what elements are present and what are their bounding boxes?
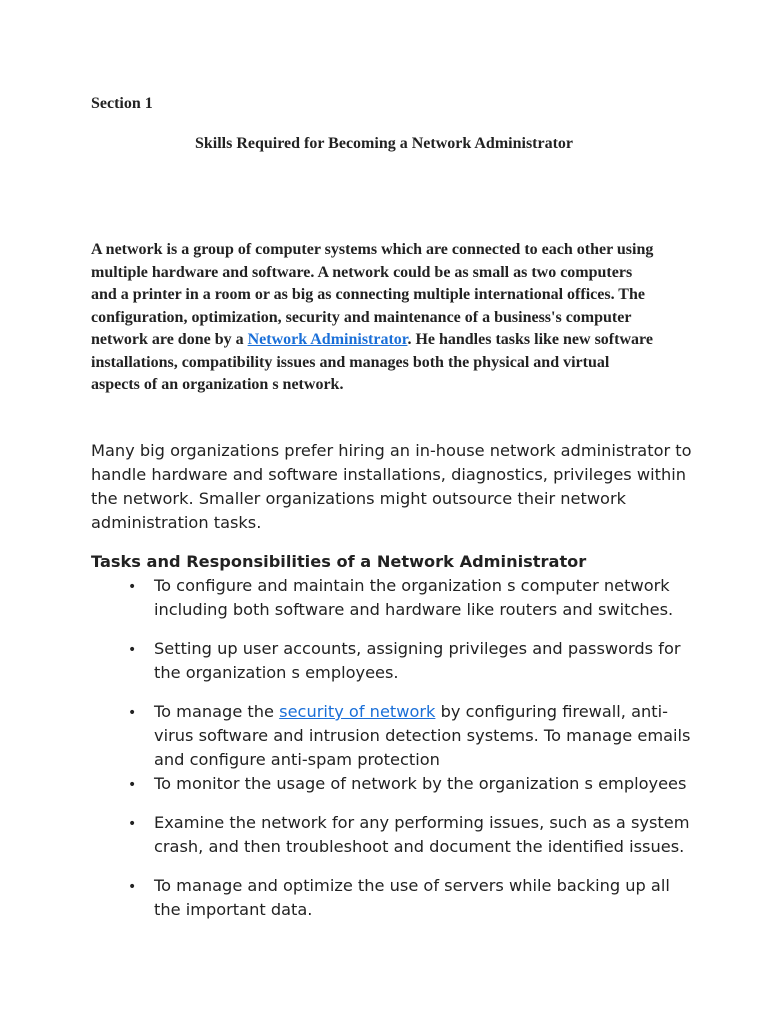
network-administrator-link[interactable]: Network Administrator — [247, 331, 408, 348]
intro-line-text: . He handles tasks like new software — [407, 331, 653, 348]
list-item-line: and configure anti-spam protection — [154, 750, 440, 769]
paragraph-line: handle hardware and software installations, diagnostics, privileges within — [91, 465, 686, 484]
list-item-line — [154, 700, 690, 724]
list-item-line: the important data. — [154, 900, 313, 919]
security-of-network-link[interactable]: security of network — [279, 702, 436, 721]
bullet-icon: • — [128, 579, 137, 595]
list-item-text — [154, 637, 681, 685]
list-item-line-text: To manage the — [154, 702, 280, 721]
list-item-text — [154, 874, 670, 922]
intro-line-text: network are done by a — [91, 331, 248, 348]
bullet-icon: • — [128, 879, 137, 895]
paragraph-line: Many big organizations prefer hiring an in-house network administrator to — [91, 441, 692, 460]
intro-line: and a printer in a room or as big as connecting multiple international offices. The — [91, 286, 645, 303]
list-item-line: To monitor the usage of network by the organization s employees — [154, 774, 687, 793]
list-item-line: Setting up user accounts, assigning privileges and passwords for — [154, 639, 681, 658]
list-item-text — [154, 700, 690, 772]
list-item-text — [154, 772, 686, 796]
bullet-icon: • — [128, 777, 137, 793]
list-item-line: virus software and intrusion detection systems. To manage emails — [154, 726, 691, 745]
bullet-icon: • — [128, 816, 137, 832]
tasks-heading: Tasks and Responsibilities of a Network Administrator — [91, 552, 587, 571]
intro-line — [91, 329, 691, 352]
document-title: Skills Required for Becoming a Network Administrator — [194, 135, 574, 152]
list-item-text — [154, 574, 673, 622]
section-label: Section 1 — [91, 95, 153, 112]
list-item-line: To manage and optimize the use of servers while backing up all — [154, 876, 670, 895]
list-item-line: To configure and maintain the organization s computer network — [154, 576, 670, 595]
list-item-line-text: by configuring firewall, anti- — [435, 702, 668, 721]
intro-line: installations, compatibility issues and manages both the physical and virtual — [91, 353, 610, 371]
list-item-line: including both software and hardware like routers and switches. — [154, 600, 674, 619]
intro-line: A network is a group of computer systems which are connected to each other using — [91, 241, 654, 258]
paragraph-line: administration tasks. — [91, 513, 262, 532]
intro-line: aspects of an organization s network. — [91, 376, 344, 393]
intro-line: multiple hardware and software. A network could be as small as two computers — [91, 263, 633, 281]
bullet-icon: • — [128, 642, 137, 658]
paragraph-line: the network. Smaller organizations might outsource their network — [91, 489, 626, 508]
list-item-line: Examine the network for any performing issues, such as a system — [154, 813, 690, 832]
list-item-text — [154, 811, 689, 859]
list-item-line: crash, and then troubleshoot and document the identified issues. — [154, 837, 685, 856]
intro-paragraph — [91, 239, 691, 397]
list-item-line: the organization s employees. — [154, 663, 399, 682]
bullet-icon: • — [128, 705, 137, 721]
outsourcing-paragraph — [91, 439, 691, 535]
intro-line: configuration, optimization, security and maintenance of a business's computer — [91, 308, 632, 326]
